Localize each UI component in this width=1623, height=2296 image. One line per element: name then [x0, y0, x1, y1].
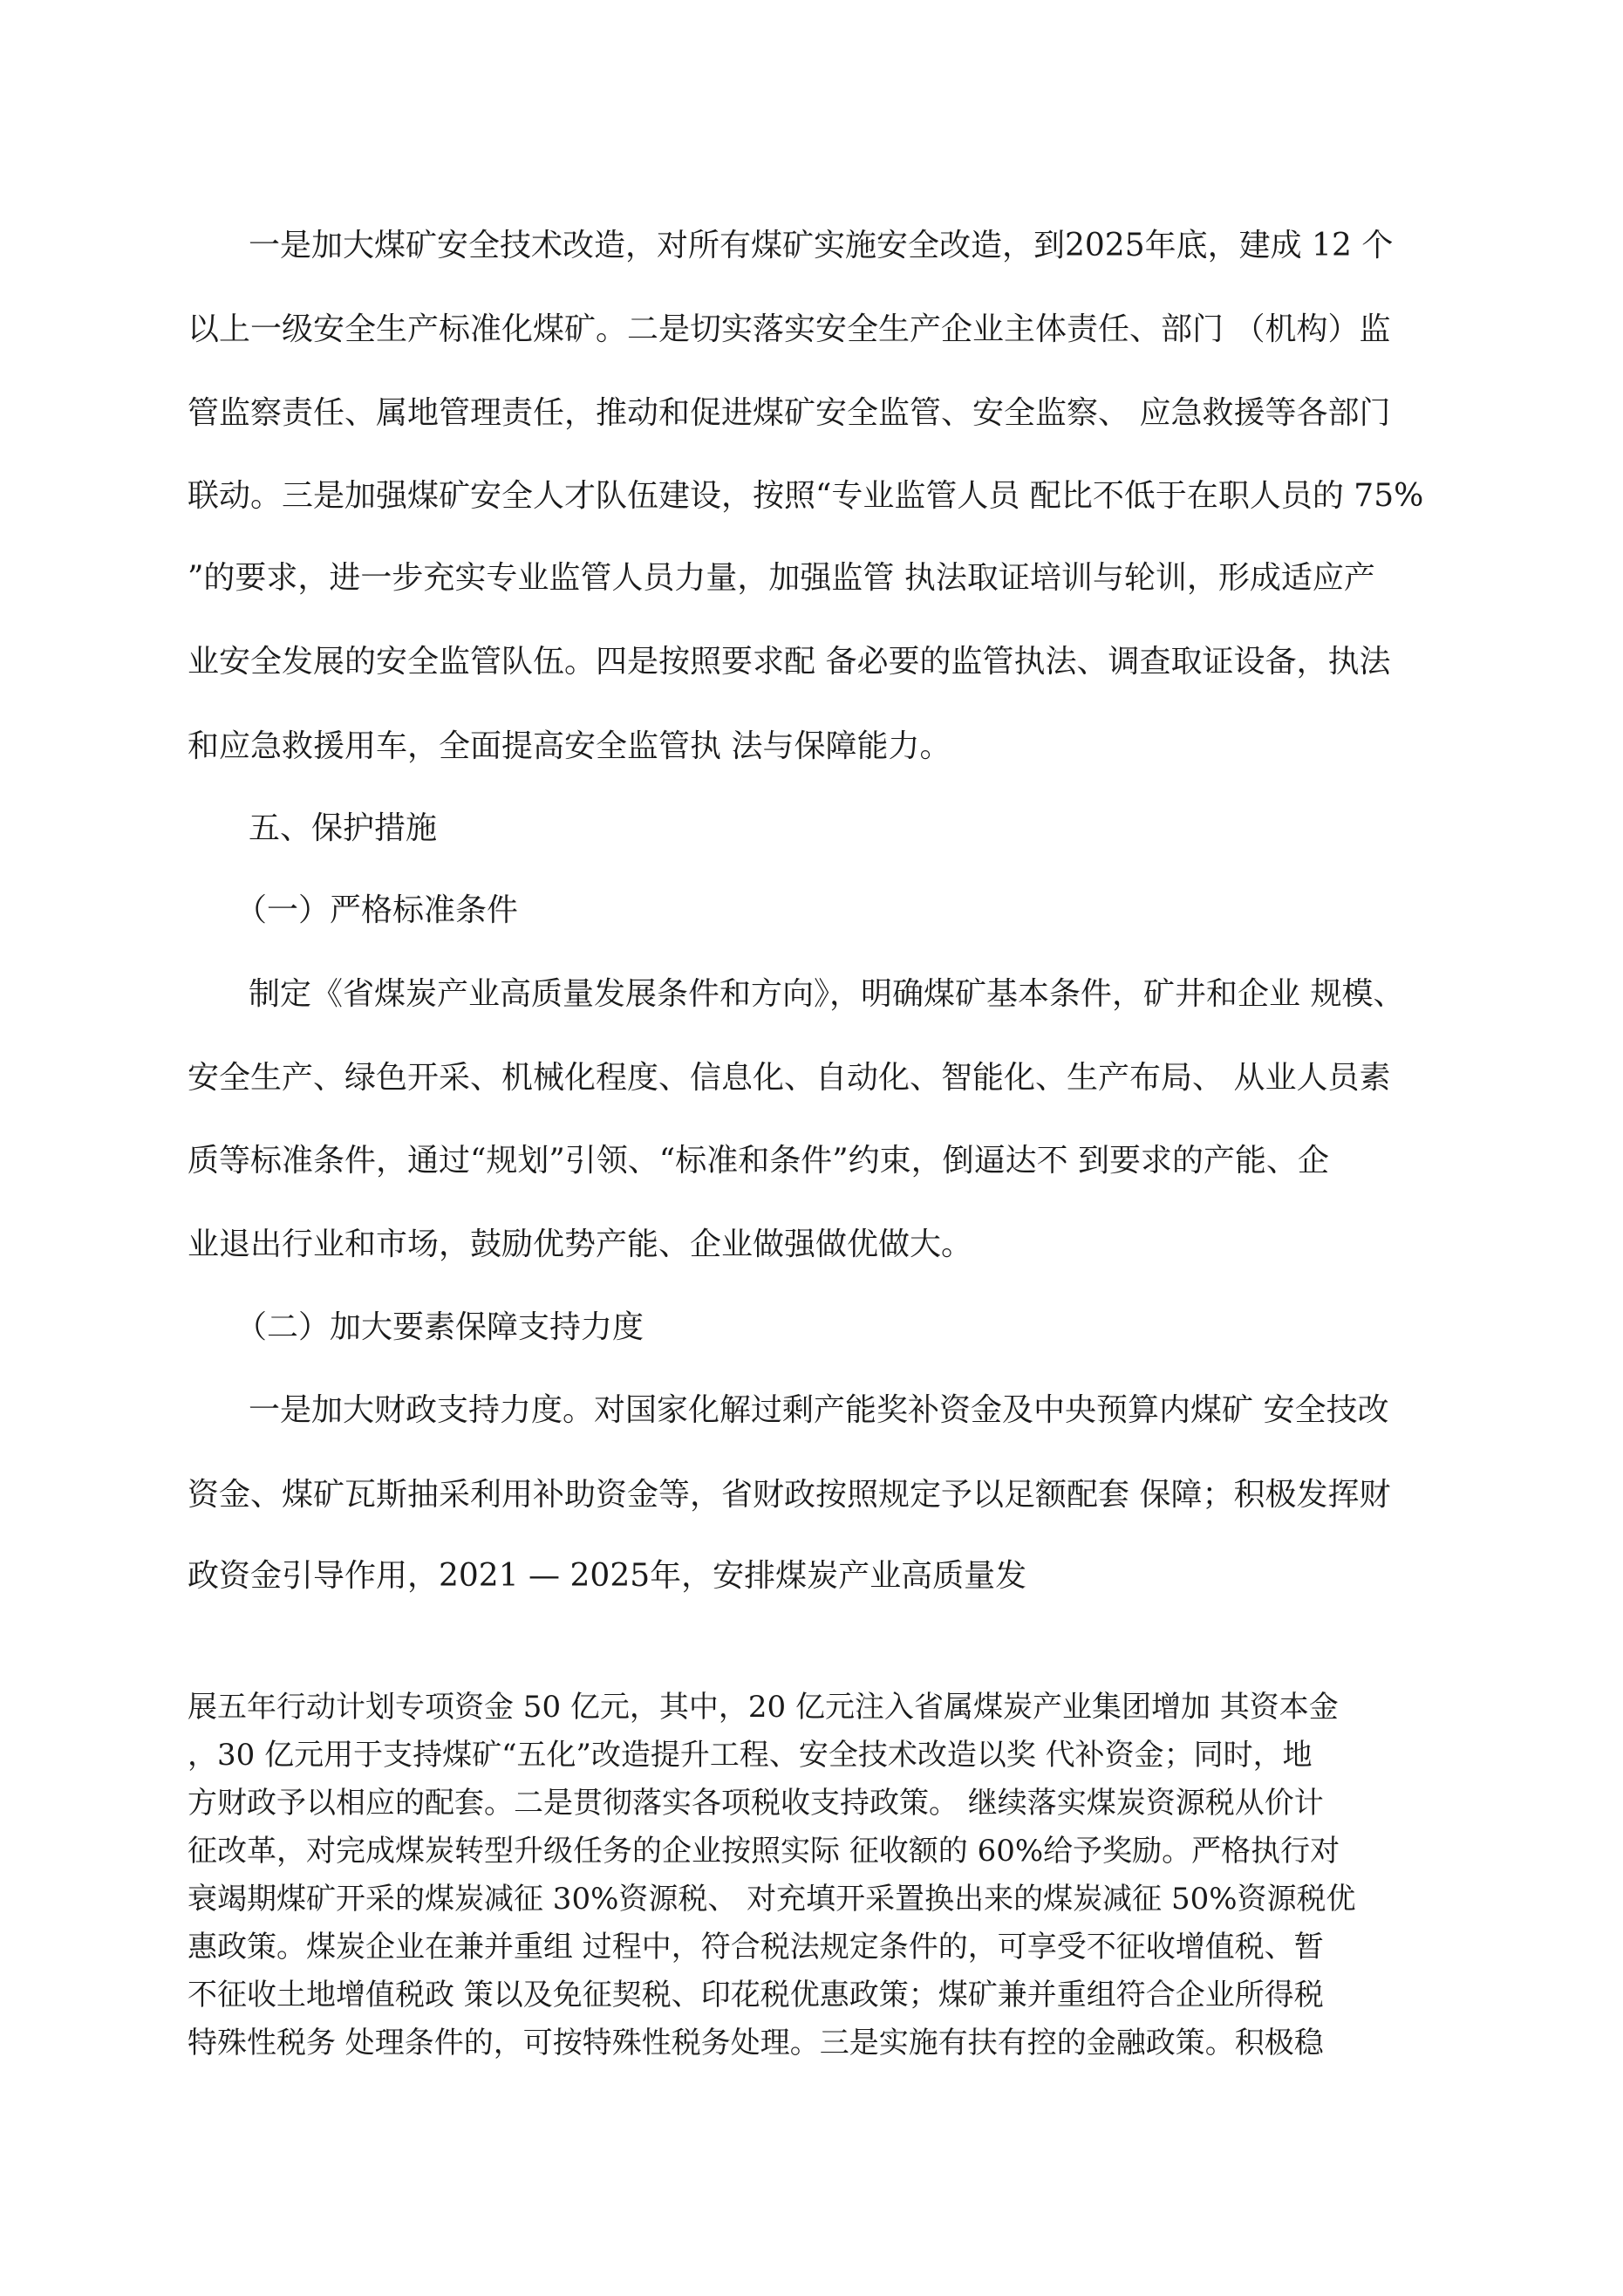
paragraph-line: 质等标准条件，通过“规划”引领、“标准和条件”约束，倒逼达不 到要求的产能、企 — [188, 1143, 1330, 1179]
paragraph-line: 业安全发展的安全监管队伍。四是按照要求配 备必要的监管执法、调查取证设备，执法 — [188, 644, 1391, 680]
paragraph-line: 安全生产、绿色开采、机械化程度、信息化、自动化、智能化、生产布局、 从业人员素 — [188, 1060, 1391, 1096]
paragraph-line: 展五年行动计划专项资金 50 亿元，其中，20 亿元注入省属煤炭产业集团增加 其资本金 — [188, 1690, 1339, 1725]
paragraph-line: ”的要求，进一步充实专业监管人员力量，加强监管 执法取证培训与轮训，形成适应产 — [188, 560, 1375, 596]
paragraph-line: 制定《省煤炭产业高质量发展条件和方向》，明确煤矿基本条件，矿井和企业 规模、 — [249, 976, 1405, 1012]
paragraph-line: 特殊性税务 处理条件的，可按特殊性税务处理。三是实施有扶有控的金融政策。积极稳 — [188, 2026, 1324, 2060]
paragraph-line: 一是加大财政支持力度。对国家化解过剩产能奖补资金及中央预算内煤矿 安全技改 — [249, 1392, 1389, 1428]
paragraph-line: 资金、煤矿瓦斯抽采利用补助资金等，省财政按照规定予以足额配套 保障；积极发挥财 — [188, 1477, 1391, 1513]
subsection-heading: （二）加大要素保障支持力度 — [235, 1309, 644, 1345]
section-heading: 五、保护措施 — [249, 810, 438, 846]
paragraph-line: 惠政策。煤炭企业在兼并重组 过程中，符合税法规定条件的，可享受不征收增值税、暂 — [188, 1930, 1324, 1965]
paragraph-line: 衰竭期煤矿开采的煤炭减征 30%资源税、 对充填开采置换出来的煤炭减征 50%资源税优 — [188, 1882, 1356, 1917]
paragraph-line: 以上一级安全生产标准化煤矿。二是切实落实安全生产企业主体责任、部门 （机构）监 — [188, 311, 1391, 347]
paragraph-line: 业退出行业和市场，鼓励优势产能、企业做强做优做大。 — [188, 1227, 973, 1262]
paragraph-line: 管监察责任、属地管理责任，推动和促进煤矿安全监管、安全监察、 应急救援等各部门 — [188, 395, 1391, 431]
paragraph-line: 政资金引导作用，2021 — 2025年，安排煤炭产业高质量发 — [188, 1558, 1027, 1594]
subsection-heading: （一）严格标准条件 — [235, 892, 519, 928]
paragraph-line: 征改革，对完成煤炭转型升级任务的企业按照实际 征收额的 60%给予奖励。严格执行对 — [188, 1834, 1340, 1869]
paragraph-line: 一是加大煤矿安全技术改造，对所有煤矿实施安全改造，到2025年底，建成 12 个 — [249, 228, 1394, 263]
paragraph-line: 联动。三是加强煤矿安全人才队伍建设，按照“专业监管人员 配比不低于在职人员的 75% — [188, 478, 1424, 514]
paragraph-line: 不征收土地增值税政 策以及免征契税、印花税优惠政策；煤矿兼并重组符合企业所得税 — [188, 1978, 1324, 2012]
paragraph-line: 方财政予以相应的配套。二是贯彻落实各项税收支持政策。 继续落实煤炭资源税从价计 — [188, 1786, 1324, 1821]
paragraph-line: 和应急救援用车，全面提高安全监管执 法与保障能力。 — [188, 728, 951, 764]
paragraph-line: ，30 亿元用于支持煤矿“五化”改造提升工程、安全技术改造以奖 代补资金；同时，地 — [188, 1738, 1313, 1773]
